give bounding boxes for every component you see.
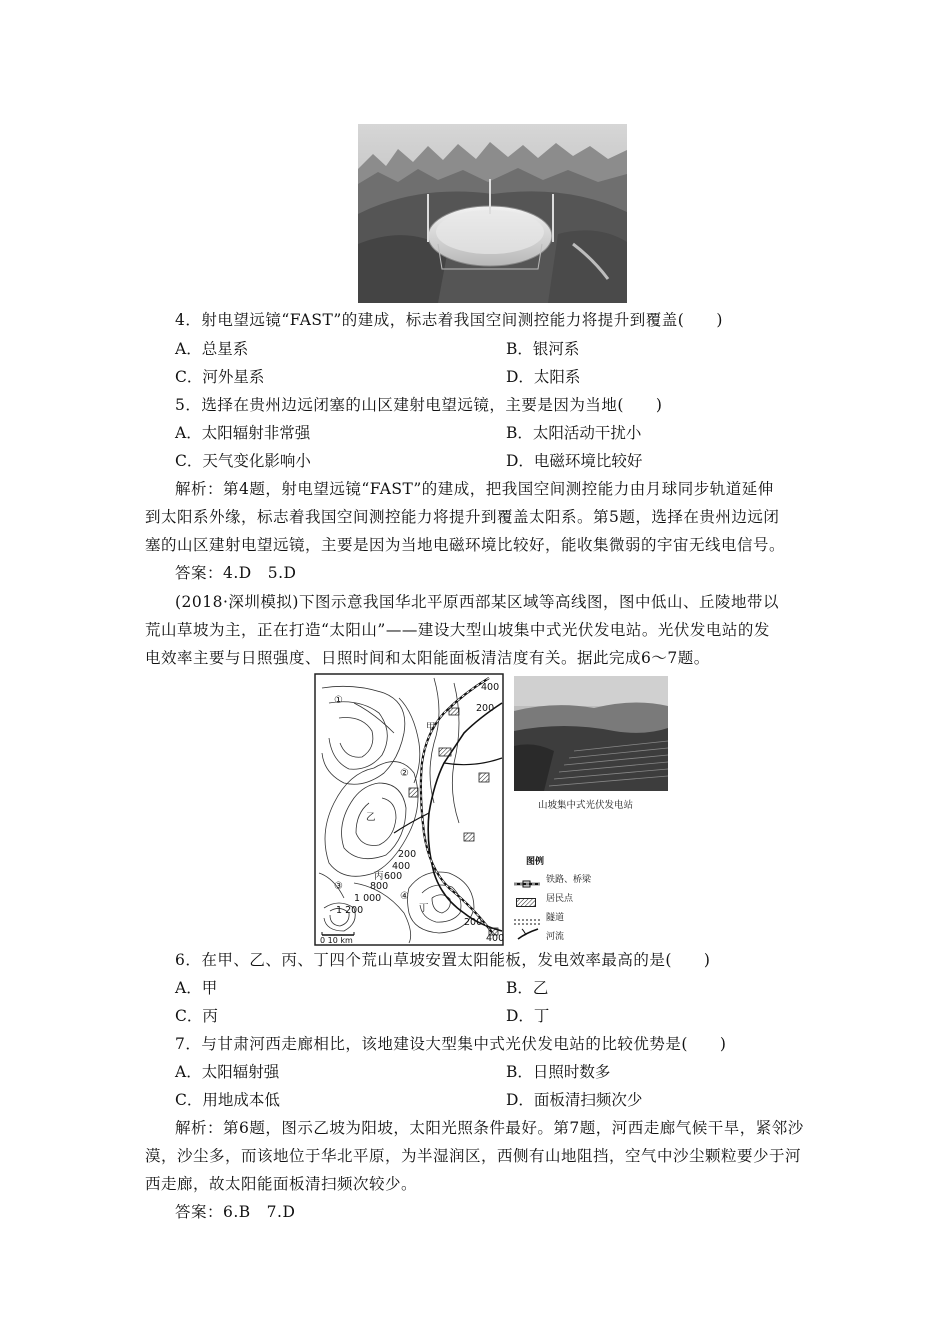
- map-label-3: ③: [334, 881, 343, 892]
- map-label-jia: 甲: [426, 722, 436, 733]
- legend-settlement: 居民点: [546, 894, 574, 904]
- q7-option-a: A．太阳辐射强: [175, 1063, 280, 1081]
- q5-option-a: A．太阳辐射非常强: [175, 424, 311, 442]
- contour-map: [314, 673, 504, 946]
- map-elev-200b: 200: [398, 849, 417, 860]
- q6-option-d: D．丁: [506, 1007, 550, 1025]
- explanation-1-line-3: 塞的山区建射电望远镜，主要是因为当地电磁环境比较好，能收集微弱的宇宙无线电信号。: [145, 536, 786, 554]
- q5-option-b: B．太阳活动干扰小: [506, 424, 642, 442]
- map-label-yi: 乙: [366, 812, 376, 823]
- q7-option-c: C．用地成本低: [175, 1091, 280, 1109]
- explanation-1-line-2: 到太阳系外缘，标志着我国空间测控能力将提升到覆盖太阳系。第5题，选择在贵州边远闭: [145, 508, 780, 526]
- q4-option-b: B．银河系: [506, 340, 580, 358]
- legend-title: 图例: [526, 857, 545, 867]
- map-elev-400a: 400: [481, 682, 500, 693]
- fast-telescope-photo: [358, 124, 627, 303]
- legend-railway-icon: [514, 873, 540, 881]
- map-elev-200a: 200: [476, 703, 495, 714]
- q6-option-b: B．乙: [506, 979, 549, 997]
- map-scale: 0 10 km: [320, 936, 353, 945]
- q5-stem: 5．选择在贵州边远闭塞的山区建射电望远镜，主要是因为当地( ): [175, 396, 663, 414]
- map-label-4: ④: [400, 891, 409, 902]
- explanation-1-line-1: 解析：第4题，射电望远镜“FAST”的建成，把我国空间测控能力由月球同步轨道延伸: [175, 480, 774, 498]
- legend-railway: 铁路、桥梁: [546, 875, 592, 885]
- map-elev-600: 600: [384, 871, 403, 882]
- map-elev-800: 800: [370, 881, 389, 892]
- legend-river-icon: [516, 926, 540, 940]
- legend-tunnel: 隧道: [546, 913, 565, 923]
- q4-option-c: C．河外星系: [175, 368, 265, 386]
- q6-option-c: C．丙: [175, 1007, 218, 1025]
- map-elev-1200: 1 200: [336, 905, 364, 916]
- q6-stem: 6．在甲、乙、丙、丁四个荒山草坡安置太阳能板，发电效率最高的是( ): [175, 951, 711, 969]
- q4-stem: 4．射电望远镜“FAST”的建成，标志着我国空间测控能力将提升到覆盖( ): [175, 311, 723, 329]
- map-elev-200c: 200: [464, 917, 483, 928]
- map-label-2: ②: [400, 768, 409, 779]
- q5-option-d: D．电磁环境比较好: [506, 452, 643, 470]
- intro-line-3: 电效率主要与日照强度、日照时间和太阳能面板清洁度有关。据此完成6～7题。: [145, 649, 710, 667]
- explanation-2-line-2: 漠，沙尘多，而该地位于华北平原，为半湿润区，西侧有山地阻挡，空气中沙尘颗粒要少于河: [145, 1147, 802, 1165]
- map-elev-400b: 400: [392, 861, 411, 872]
- q7-option-b: B．日照时数多: [506, 1063, 611, 1081]
- map-label-ding: 丁: [419, 903, 429, 914]
- explanation-2-line-3: 西走廊，故太阳能面板清扫频次较少。: [145, 1175, 418, 1193]
- legend-river: 河流: [546, 932, 565, 942]
- solar-station-photo: [514, 676, 668, 791]
- legend-settlement-icon: [516, 892, 536, 901]
- solar-photo-caption: 山坡集中式光伏发电站: [538, 800, 634, 811]
- map-label-bing: 丙: [374, 871, 384, 882]
- legend-tunnel-icon: [514, 911, 540, 919]
- q6-option-a: A．甲: [175, 979, 218, 997]
- q4-option-d: D．太阳系: [506, 368, 581, 386]
- q7-option-d: D．面板清扫频次少: [506, 1091, 643, 1109]
- intro-line-2: 荒山草坡为主，正在打造“太阳山”——建设大型山坡集中式光伏发电站。光伏发电站的发: [145, 621, 770, 639]
- q5-option-c: C．天气变化影响小: [175, 452, 311, 470]
- answer-1: 答案：4.D 5.D: [175, 564, 297, 582]
- intro-line-1: (2018·深圳模拟)下图示意我国华北平原西部某区域等高线图，图中低山、丘陵地带以: [175, 593, 779, 611]
- q7-stem: 7．与甘肃河西走廊相比，该地建设大型集中式光伏发电站的比较优势是( ): [175, 1035, 727, 1053]
- map-label-1: ①: [334, 695, 343, 706]
- map-elev-1000: 1 000: [354, 893, 382, 904]
- answer-2: 答案：6.B 7.D: [175, 1203, 296, 1221]
- q4-option-a: A．总星系: [175, 340, 249, 358]
- explanation-2-line-1: 解析：第6题，图示乙坡为阳坡，太阳光照条件最好。第7题，河西走廊气候干旱，紧邻沙: [175, 1119, 804, 1137]
- map-elev-400c: 400: [486, 933, 505, 944]
